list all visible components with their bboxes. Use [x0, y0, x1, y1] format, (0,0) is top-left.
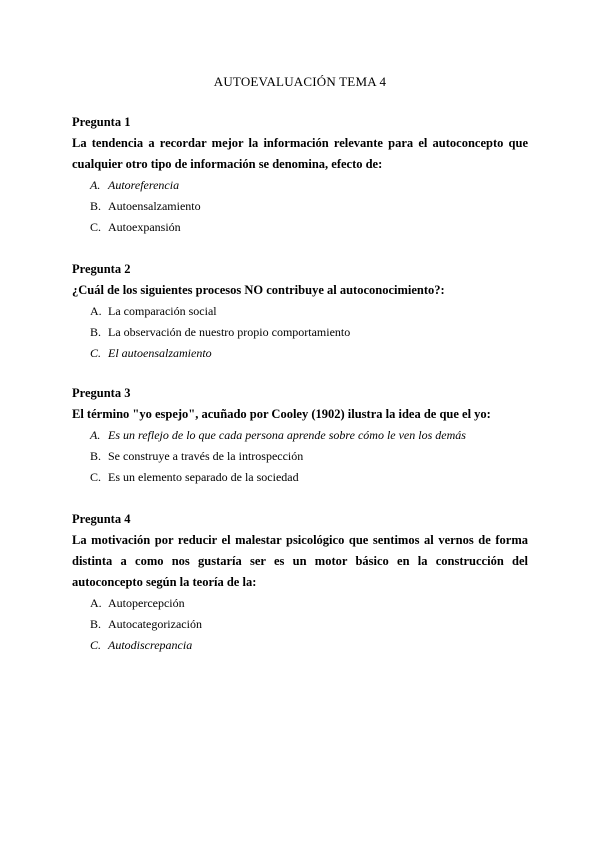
option-list	[72, 301, 528, 364]
question-label: Pregunta 4	[72, 512, 131, 526]
option-text: La comparación social	[108, 304, 217, 318]
option-text: Autodiscrepancia	[108, 638, 193, 652]
option-letter: B.	[90, 199, 102, 213]
option-b	[72, 322, 528, 343]
option-text: Autoreferencia	[108, 178, 180, 192]
option-text: La observación de nuestro propio comportamiento	[108, 325, 351, 339]
option-letter: C.	[90, 470, 102, 484]
option-b	[72, 196, 528, 217]
question-1	[72, 112, 528, 238]
question-4	[72, 509, 528, 656]
option-letter: A.	[90, 596, 102, 610]
option-a	[72, 593, 528, 614]
option-letter: A.	[90, 304, 102, 318]
option-letter: A.	[90, 178, 101, 192]
option-letter: A.	[90, 428, 101, 442]
option-c	[72, 343, 528, 364]
option-text: Es un reflejo de lo que cada persona aprende sobre cómo le ven los demás	[108, 428, 466, 442]
option-letter: B.	[90, 449, 102, 463]
option-letter: C.	[90, 220, 102, 234]
option-a	[72, 425, 528, 446]
option-text: El autoensalzamiento	[108, 346, 212, 360]
question-text: La tendencia a recordar mejor la información relevante para el autoconcepto que cualquier otro tipo de información se denomina, efecto de:	[72, 136, 528, 171]
option-text: Es un elemento separado de la sociedad	[108, 470, 299, 484]
option-letter: C.	[90, 638, 102, 652]
option-b	[72, 614, 528, 635]
option-letter: B.	[90, 617, 102, 631]
option-b	[72, 446, 528, 467]
question-3	[72, 383, 528, 488]
option-a	[72, 175, 528, 196]
option-list	[72, 175, 528, 238]
option-letter: B.	[90, 325, 102, 339]
option-list	[72, 425, 528, 488]
question-label: Pregunta 3	[72, 386, 131, 400]
question-text: El término "yo espejo", acuñado por Cooley (1902) ilustra la idea de que el yo:	[72, 407, 491, 421]
question-text: La motivación por reducir el malestar psicológico que sentimos al vernos de forma distinta a como nos gustaría ser es un motor básico en la construcción del autoconcepto según la teoría de la:	[72, 533, 528, 589]
question-text: ¿Cuál de los siguientes procesos NO contribuye al autoconocimiento?:	[72, 283, 445, 297]
option-text: Autoensalzamiento	[108, 199, 201, 213]
question-2	[72, 259, 528, 364]
option-c	[72, 467, 528, 488]
option-list	[72, 593, 528, 656]
option-letter: C.	[90, 346, 102, 360]
option-c	[72, 217, 528, 238]
option-text: Autoexpansión	[108, 220, 181, 234]
document-title: AUTOEVALUACIÓN TEMA 4	[213, 74, 387, 89]
option-text: Autocategorización	[108, 617, 202, 631]
question-label: Pregunta 2	[72, 262, 131, 276]
option-a	[72, 301, 528, 322]
option-text: Autopercepción	[108, 596, 185, 610]
option-c	[72, 635, 528, 656]
question-label: Pregunta 1	[72, 115, 131, 129]
option-text: Se construye a través de la introspección	[108, 449, 304, 463]
